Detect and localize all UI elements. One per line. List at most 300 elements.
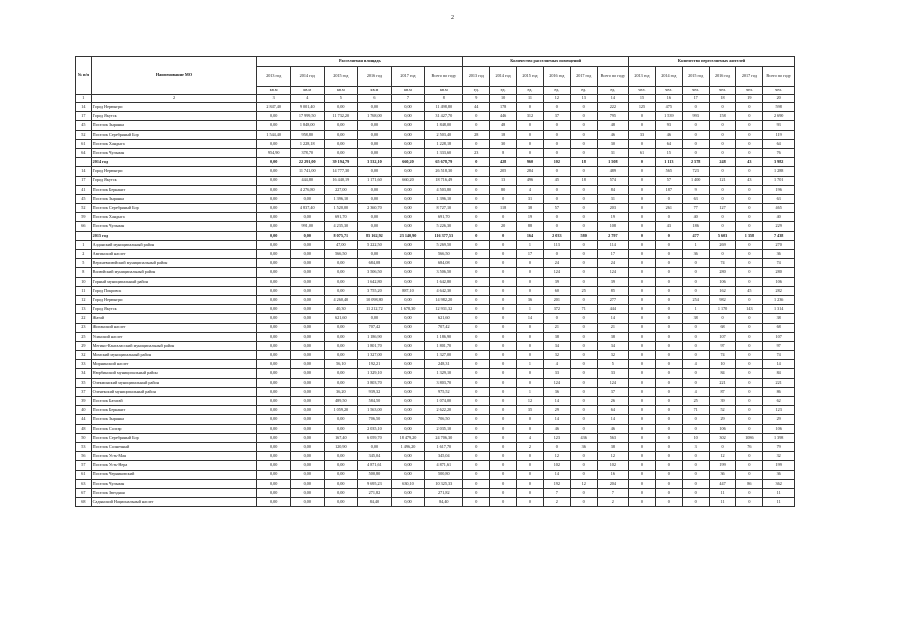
value-cell: 0 xyxy=(543,185,570,194)
value-cell: 118 xyxy=(490,204,517,213)
value-cell: 0 xyxy=(629,479,656,488)
value-cell: 0 xyxy=(736,240,763,249)
header-year: 2013 год xyxy=(629,67,656,87)
value-cell: 4 235,30 xyxy=(324,222,358,231)
value-cell: 0,00 xyxy=(257,387,291,396)
value-cell: 199 xyxy=(763,461,795,470)
value-cell: 0 xyxy=(682,424,709,433)
value-cell: 0,00 xyxy=(391,424,425,433)
value-cell: 0,00 xyxy=(257,213,291,222)
value-cell: 36 xyxy=(543,387,570,396)
value-cell: 1 327,00 xyxy=(358,351,392,360)
value-cell: 0,00 xyxy=(391,461,425,470)
value-cell: 0 xyxy=(629,378,656,387)
value-cell: 0 xyxy=(736,213,763,222)
value-cell: 0 xyxy=(543,148,570,157)
value-cell: 465 xyxy=(763,204,795,213)
header-colnum: 6 xyxy=(358,95,392,103)
value-cell: 584,50 xyxy=(358,397,392,406)
value-cell: 1 314 xyxy=(763,305,795,314)
value-cell: 1 617,70 xyxy=(425,442,463,451)
value-cell: 0,00 xyxy=(391,341,425,350)
value-cell: 993 xyxy=(682,112,709,121)
value-cell: 0 xyxy=(655,286,682,295)
value-cell: 0 xyxy=(463,112,490,121)
value-cell: 0,00 xyxy=(391,387,425,396)
header-colnum: 11 xyxy=(517,95,544,103)
header-year: Всего по году xyxy=(763,67,795,87)
header-colnum: 15 xyxy=(629,95,656,103)
value-cell: 0 xyxy=(736,204,763,213)
value-cell: 106 xyxy=(709,424,736,433)
value-cell: 0 xyxy=(629,158,656,167)
row-number: 66 xyxy=(76,222,92,231)
header-group-rooms: Количество расселяемых помещений xyxy=(463,57,629,67)
table-row xyxy=(76,103,795,112)
value-cell: 14 xyxy=(763,360,795,369)
value-cell: 0,00 xyxy=(391,406,425,415)
value-cell: 229 xyxy=(763,222,795,231)
municipality-name: Жатай xyxy=(91,314,257,323)
value-cell: 24 xyxy=(597,259,628,268)
value-cell: 11 xyxy=(709,488,736,497)
value-cell: 0 xyxy=(517,452,544,461)
value-cell: 0 xyxy=(655,240,682,249)
value-cell: 76 xyxy=(763,148,795,157)
value-cell: 261 xyxy=(655,204,682,213)
value-cell: 0 xyxy=(570,488,597,497)
value-cell: 277 xyxy=(597,295,628,304)
header-colnum: 2 xyxy=(91,95,257,103)
municipality-name: 2015 год xyxy=(91,231,257,240)
header-unit: кв.м xyxy=(324,87,358,95)
municipality-name: Город Якутск xyxy=(91,112,257,121)
value-cell: 18 479,20 xyxy=(391,433,425,442)
header-colnum: 12 xyxy=(543,95,570,103)
value-cell: 56,10 xyxy=(324,360,358,369)
value-cell: 691,70 xyxy=(425,213,463,222)
value-cell: 0,00 xyxy=(257,406,291,415)
table-row xyxy=(76,268,795,277)
table-row xyxy=(76,397,795,406)
value-cell: 37 xyxy=(597,387,628,396)
value-cell: 77 xyxy=(682,204,709,213)
value-cell: 0 xyxy=(490,488,517,497)
value-cell: 0 xyxy=(543,167,570,176)
value-cell: 63 xyxy=(682,194,709,203)
value-cell: 0 xyxy=(629,250,656,259)
value-cell: 0 xyxy=(655,341,682,350)
value-cell: 0 xyxy=(682,479,709,488)
value-cell: 0,00 xyxy=(290,240,324,249)
value-cell: 0,00 xyxy=(290,461,324,470)
table-row xyxy=(76,277,795,286)
value-cell: 0,00 xyxy=(257,452,291,461)
value-cell: 0 xyxy=(490,406,517,415)
value-cell: 0 xyxy=(570,222,597,231)
value-cell: 43 xyxy=(655,222,682,231)
value-cell: 52 xyxy=(709,406,736,415)
value-cell: 0,00 xyxy=(257,341,291,350)
value-cell: 0 xyxy=(463,167,490,176)
value-cell: 0 xyxy=(543,194,570,203)
value-cell: 205 xyxy=(490,167,517,176)
table-row xyxy=(76,470,795,479)
value-cell: 0,00 xyxy=(391,112,425,121)
value-cell: 3 506,50 xyxy=(358,268,392,277)
row-number: 63 xyxy=(76,479,92,488)
value-cell: 16 440,19 xyxy=(324,176,358,185)
row-number: 56 xyxy=(76,452,92,461)
value-cell: 84 xyxy=(597,185,628,194)
value-cell: 0,00 xyxy=(257,231,291,240)
value-cell: 43 xyxy=(736,176,763,185)
value-cell: 475 xyxy=(655,103,682,112)
value-cell: 0 xyxy=(490,305,517,314)
row-number: 22 xyxy=(76,314,92,323)
value-cell: 0 xyxy=(517,369,544,378)
header-colnum: 10 xyxy=(490,95,517,103)
header-unit: ед. xyxy=(517,87,544,95)
value-cell: 0,00 xyxy=(391,194,425,203)
value-cell: 36 xyxy=(682,250,709,259)
value-cell: 12 xyxy=(517,397,544,406)
value-cell: 1 xyxy=(682,305,709,314)
value-cell: 0 xyxy=(463,305,490,314)
value-cell: 0 xyxy=(463,222,490,231)
header-colnum: 13 xyxy=(570,95,597,103)
value-cell: 76 xyxy=(736,442,763,451)
value-cell: 0,00 xyxy=(290,351,324,360)
value-cell: 71 xyxy=(570,305,597,314)
value-cell: 0,00 xyxy=(290,488,324,497)
table-row xyxy=(76,369,795,378)
header-year: 2017 год xyxy=(570,67,597,87)
value-cell: 14 777,30 xyxy=(324,167,358,176)
value-cell: 114 xyxy=(597,240,628,249)
value-cell: 86 xyxy=(736,479,763,488)
value-cell: 93 xyxy=(655,121,682,130)
municipality-name: Оленекский муниципальный район xyxy=(91,387,257,396)
header-unit: чел. xyxy=(682,87,709,95)
value-cell: 2 035,10 xyxy=(425,424,463,433)
value-cell: 0 xyxy=(736,268,763,277)
value-cell: 119 xyxy=(763,130,795,139)
value-cell: 46 xyxy=(597,424,628,433)
table-row xyxy=(76,341,795,350)
value-cell: 7 438 xyxy=(763,231,795,240)
row-number: 35 xyxy=(76,378,92,387)
value-cell: 428 xyxy=(490,158,517,167)
value-cell: 28 xyxy=(463,130,490,139)
table-row xyxy=(76,222,795,231)
value-cell: 0 xyxy=(463,442,490,451)
value-cell: 0 xyxy=(463,433,490,442)
value-cell: 0 xyxy=(517,415,544,424)
municipality-name: Город Покровск xyxy=(91,286,257,295)
value-cell: 0 xyxy=(709,130,736,139)
row-number: 13 xyxy=(76,305,92,314)
row-number: 8 xyxy=(76,268,92,277)
value-cell: 62 xyxy=(763,397,795,406)
value-cell: 0,00 xyxy=(391,323,425,332)
header-unit: кв.м xyxy=(290,87,324,95)
value-cell: 39 xyxy=(709,397,736,406)
value-cell: 0 xyxy=(629,314,656,323)
value-cell: 706,50 xyxy=(358,415,392,424)
value-cell: 40 xyxy=(682,213,709,222)
value-cell: 0 xyxy=(517,498,544,507)
header-colnum: 4 xyxy=(290,95,324,103)
value-cell: 0 xyxy=(463,231,490,240)
value-cell: 271,82 xyxy=(425,488,463,497)
value-cell: 0,00 xyxy=(257,397,291,406)
municipality-name: Город Нерюнгри xyxy=(91,295,257,304)
value-cell: 0 xyxy=(463,250,490,259)
value-cell: 40 xyxy=(763,213,795,222)
value-cell: 0,00 xyxy=(391,415,425,424)
value-cell: 0,00 xyxy=(391,470,425,479)
value-cell: 0,00 xyxy=(290,378,324,387)
row-number: 14 xyxy=(76,103,92,112)
table-row xyxy=(76,250,795,259)
value-cell: 25 xyxy=(570,286,597,295)
value-cell: 21 xyxy=(543,323,570,332)
value-cell: 36 xyxy=(763,470,795,479)
value-cell: 40,30 xyxy=(324,305,358,314)
value-cell: 0 xyxy=(463,387,490,396)
value-cell: 0,00 xyxy=(257,167,291,176)
value-cell: 68 xyxy=(763,323,795,332)
value-cell: 0 xyxy=(517,488,544,497)
value-cell: 0 xyxy=(490,268,517,277)
header-colnum: 17 xyxy=(682,95,709,103)
value-cell: 45 xyxy=(736,286,763,295)
value-cell: 1 642,80 xyxy=(425,277,463,286)
value-cell: 0,00 xyxy=(391,314,425,323)
value-cell: 0,00 xyxy=(257,185,291,194)
value-cell: 0 xyxy=(490,314,517,323)
value-cell: 0 xyxy=(629,112,656,121)
value-cell: 2 847,40 xyxy=(257,103,291,112)
value-cell: 1 236 xyxy=(763,295,795,304)
value-cell: 0 xyxy=(543,213,570,222)
value-cell: 0,00 xyxy=(257,424,291,433)
value-cell: 0 xyxy=(463,360,490,369)
value-cell: 0 xyxy=(463,341,490,350)
value-cell: 0 xyxy=(570,314,597,323)
value-cell: 378,70 xyxy=(290,148,324,157)
value-cell: 0 xyxy=(570,130,597,139)
value-cell: 0 xyxy=(570,194,597,203)
value-cell: 1 396,10 xyxy=(425,194,463,203)
value-cell: 17 999,50 xyxy=(290,112,324,121)
value-cell: 0,00 xyxy=(324,121,358,130)
header-unit: чел. xyxy=(709,87,736,95)
value-cell: 121 xyxy=(709,176,736,185)
table-row xyxy=(76,305,795,314)
value-cell: 1 642,80 xyxy=(358,277,392,286)
value-cell: 0 xyxy=(709,139,736,148)
value-cell: 203 xyxy=(597,204,628,213)
value-cell: 0 xyxy=(490,277,517,286)
value-cell: 0 xyxy=(490,397,517,406)
row-number xyxy=(76,158,92,167)
header-year: 2014 год xyxy=(655,67,682,87)
row-number: 17 xyxy=(76,112,92,121)
value-cell: 0,00 xyxy=(391,185,425,194)
value-cell: 0,00 xyxy=(257,250,291,259)
value-cell: 0,00 xyxy=(257,204,291,213)
value-cell: 0 xyxy=(682,341,709,350)
value-cell: 0,00 xyxy=(358,250,392,259)
value-cell: 565 xyxy=(655,167,682,176)
value-cell: 97 xyxy=(763,341,795,350)
municipality-name: Поселок Хандыга xyxy=(91,213,257,222)
value-cell: 11 xyxy=(709,498,736,507)
value-cell: 0 xyxy=(463,424,490,433)
value-cell: 0 xyxy=(517,424,544,433)
row-number: 67 xyxy=(76,488,92,497)
value-cell: 0 xyxy=(709,148,736,157)
value-cell: 14 xyxy=(543,415,570,424)
value-cell: 0 xyxy=(682,139,709,148)
value-cell: 60 xyxy=(543,286,570,295)
value-cell: 1 398 xyxy=(763,433,795,442)
value-cell: 0,00 xyxy=(257,121,291,130)
municipality-name: Поселок Солнечный xyxy=(91,442,257,451)
value-cell: 0 xyxy=(682,498,709,507)
value-cell: 10 xyxy=(682,433,709,442)
value-cell: 0 xyxy=(463,415,490,424)
municipality-name: Город Нерюнгри xyxy=(91,103,257,112)
value-cell: 0 xyxy=(543,222,570,231)
value-cell: 4 xyxy=(682,387,709,396)
value-cell: 1 768,00 xyxy=(358,112,392,121)
value-cell: 0,00 xyxy=(257,286,291,295)
table-row xyxy=(76,498,795,507)
value-cell: 102 xyxy=(597,461,628,470)
value-cell: 0 xyxy=(655,323,682,332)
value-cell: 566,50 xyxy=(425,250,463,259)
value-cell: 0 xyxy=(463,259,490,268)
value-cell: 178 xyxy=(490,103,517,112)
value-cell: 0,00 xyxy=(391,369,425,378)
header-year: 2013 год xyxy=(463,67,490,87)
value-cell: 0 xyxy=(736,387,763,396)
value-cell: 3 506,50 xyxy=(425,268,463,277)
value-cell: 0 xyxy=(736,470,763,479)
value-cell: 0 xyxy=(655,378,682,387)
value-cell: 0 xyxy=(736,498,763,507)
value-cell: 0,00 xyxy=(391,351,425,360)
value-cell: 0 xyxy=(463,323,490,332)
value-cell: 0 xyxy=(736,360,763,369)
value-cell: 0 xyxy=(629,213,656,222)
municipality-name: Вилюйский муниципальный район xyxy=(91,268,257,277)
value-cell: 0 xyxy=(629,341,656,350)
resettlement-table xyxy=(75,56,795,507)
value-cell: 14 xyxy=(543,397,570,406)
value-cell: 271,82 xyxy=(358,488,392,497)
value-cell: 32 xyxy=(763,452,795,461)
table-row xyxy=(76,452,795,461)
value-cell: 0,00 xyxy=(290,415,324,424)
value-cell: 1 xyxy=(517,387,544,396)
value-cell: 1086 xyxy=(736,433,763,442)
value-cell: 446 xyxy=(490,112,517,121)
header-unit: ед. xyxy=(490,87,517,95)
value-cell: 1 329,10 xyxy=(425,369,463,378)
value-cell: 3 755,20 xyxy=(358,286,392,295)
value-cell: 5 xyxy=(597,360,628,369)
value-cell: 36 xyxy=(570,442,597,451)
value-cell: 691,70 xyxy=(324,213,358,222)
value-cell: 106 xyxy=(709,277,736,286)
value-cell: 0 xyxy=(629,397,656,406)
value-cell: 0 xyxy=(517,121,544,130)
header-year: 2016 год xyxy=(709,67,736,87)
value-cell: 0 xyxy=(682,121,709,130)
value-cell: 0 xyxy=(655,442,682,451)
value-cell: 0,00 xyxy=(391,360,425,369)
value-cell: 1 333,60 xyxy=(425,148,463,157)
value-cell: 280 xyxy=(709,268,736,277)
value-cell: 0,00 xyxy=(324,286,358,295)
value-cell: 0 xyxy=(463,479,490,488)
value-cell: 0 xyxy=(629,488,656,497)
value-cell: 0 xyxy=(655,424,682,433)
table-row xyxy=(76,148,795,157)
row-number: 45 xyxy=(76,194,92,203)
value-cell: 248,31 xyxy=(425,360,463,369)
value-cell: 0,00 xyxy=(290,442,324,451)
value-cell: 0,00 xyxy=(257,378,291,387)
value-cell: 4 871,61 xyxy=(425,461,463,470)
value-cell: 1 228,18 xyxy=(425,139,463,148)
value-cell: 0 xyxy=(490,295,517,304)
value-cell: 30 xyxy=(490,139,517,148)
value-cell: 39 194,79 xyxy=(324,158,358,167)
value-cell: 0,00 xyxy=(257,268,291,277)
municipality-name: Поселок Солгар xyxy=(91,424,257,433)
value-cell: 270 xyxy=(763,240,795,249)
value-cell: 0 xyxy=(463,176,490,185)
header-year: 2017 год xyxy=(736,67,763,87)
value-cell: 68 xyxy=(709,323,736,332)
value-cell: 44 xyxy=(463,103,490,112)
value-cell: 0 xyxy=(655,461,682,470)
value-cell: 566,50 xyxy=(324,250,358,259)
value-cell: 0,00 xyxy=(257,305,291,314)
row-number: 61 xyxy=(76,139,92,148)
value-cell: 0 xyxy=(655,452,682,461)
value-cell: 0 xyxy=(517,103,544,112)
value-cell: 0,00 xyxy=(257,295,291,304)
value-cell: 0,00 xyxy=(324,341,358,350)
value-cell: 1 059,20 xyxy=(324,406,358,415)
value-cell: 0,00 xyxy=(358,213,392,222)
value-cell: 436 xyxy=(570,433,597,442)
value-cell: 0 xyxy=(517,323,544,332)
value-cell: 0,00 xyxy=(391,139,425,148)
value-cell: 74 xyxy=(763,351,795,360)
value-cell: 0,00 xyxy=(358,167,392,176)
value-cell: 124 xyxy=(543,378,570,387)
value-cell: 1 520,00 xyxy=(324,204,358,213)
value-cell: 29 xyxy=(543,406,570,415)
table-row xyxy=(76,461,795,470)
